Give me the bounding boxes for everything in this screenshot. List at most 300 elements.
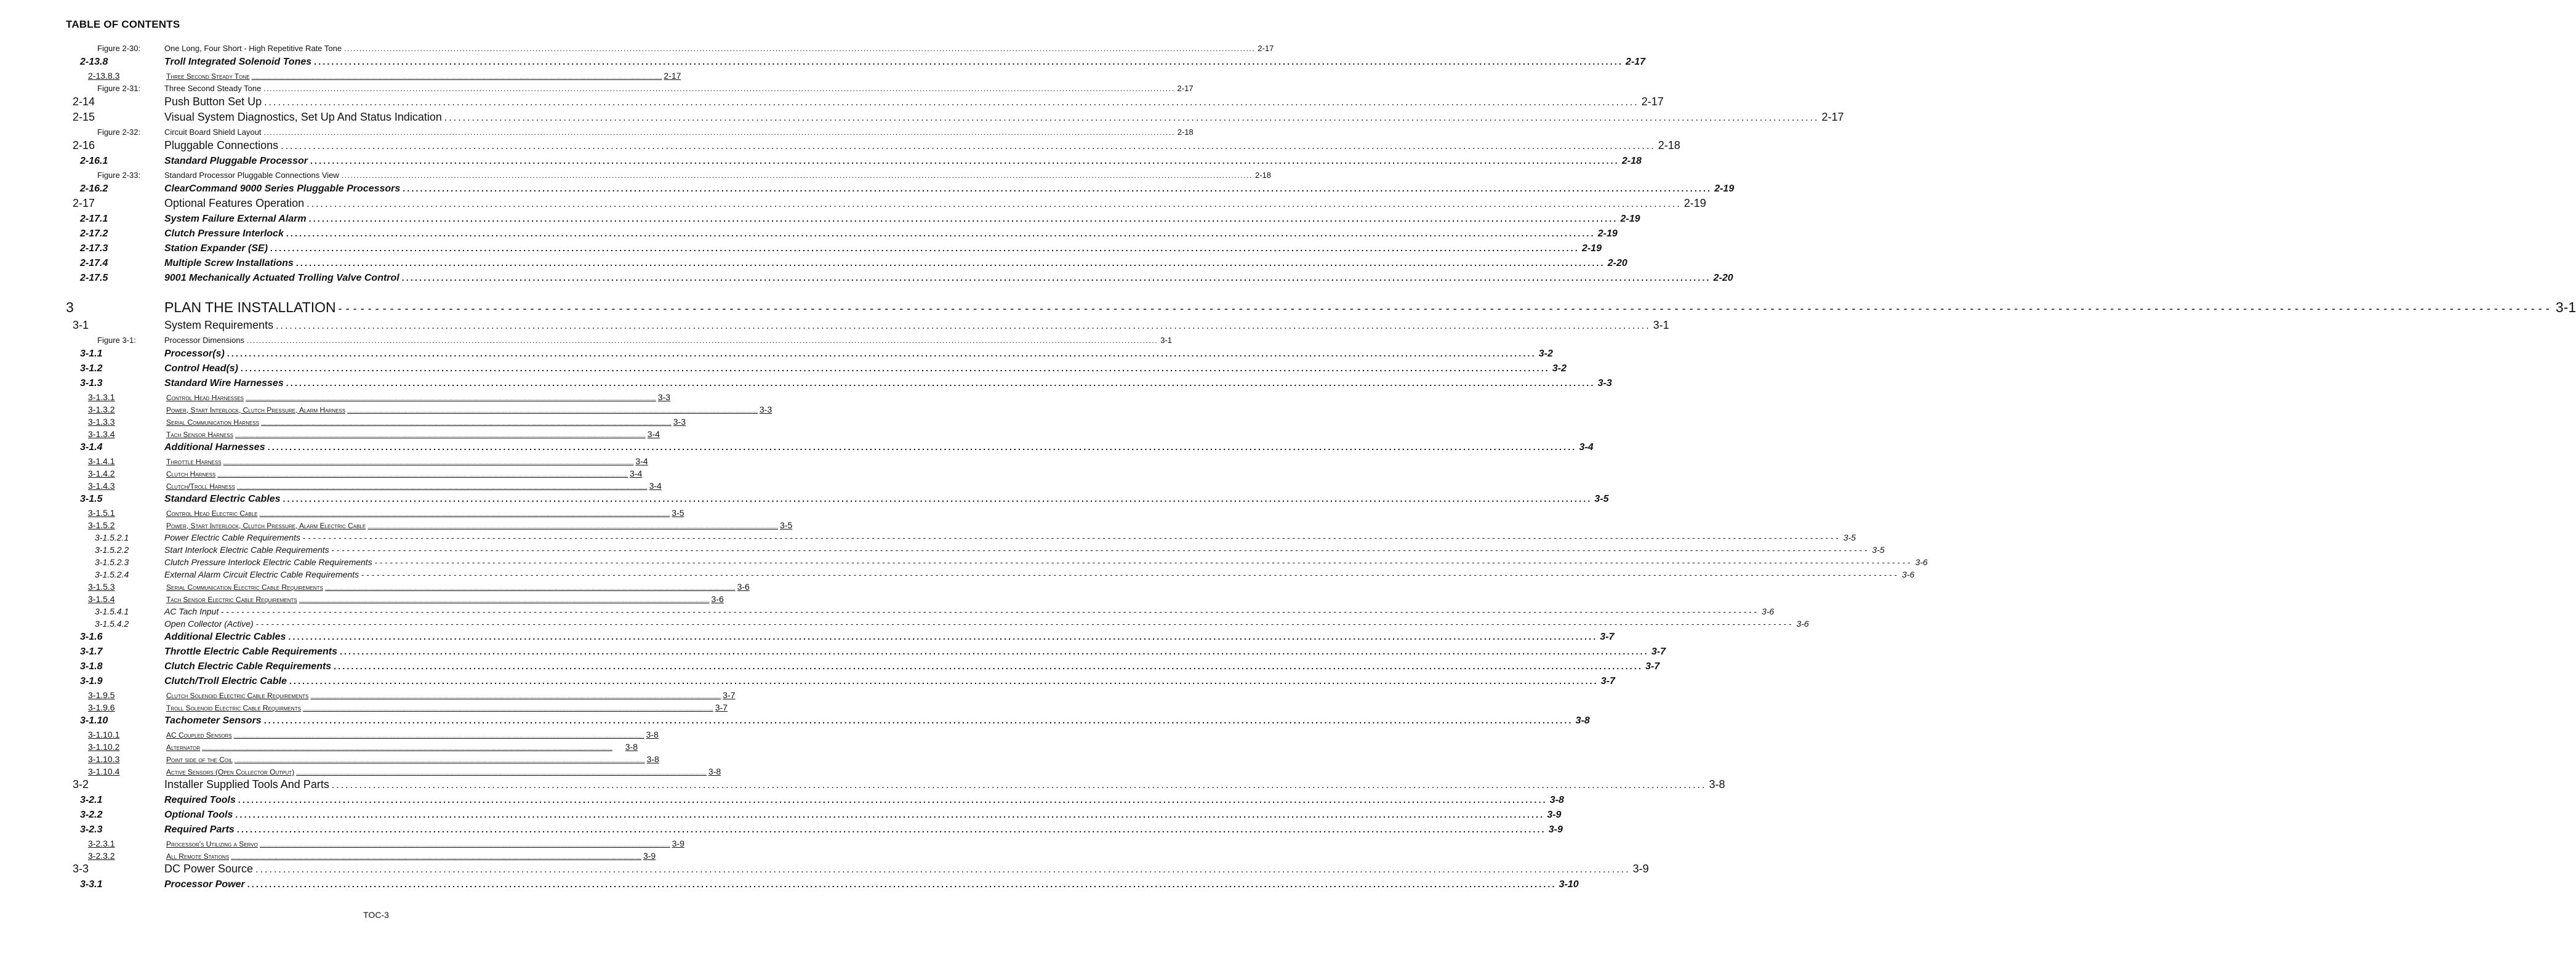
toc-entry[interactable]	[0, 630, 1615, 645]
toc-entry-number: 3-1.1	[80, 348, 103, 359]
toc-entry-title: Control Head Harnesses	[166, 393, 244, 402]
toc-entry[interactable]	[0, 480, 752, 492]
dot-leader: ............................................................................................................................................................................................................................................................................................................	[255, 864, 1631, 875]
toc-entry[interactable]	[0, 212, 1640, 227]
toc-entry-title: Active Sensors (Open Collector Output)	[166, 768, 295, 776]
toc-entry-number: 3-1.3.4	[88, 429, 115, 439]
toc-entry-number: 3-1.4.3	[88, 481, 115, 491]
toc-entry-page: 2-17	[1641, 95, 1664, 108]
toc-entry-number: 3-1.10.2	[88, 742, 120, 752]
toc-entry[interactable]	[0, 70, 752, 82]
dot-leader: ............................................................................................................................................................................................................................................................................................................	[444, 113, 1820, 123]
toc-entry-number: 3-1.5.4.2	[95, 619, 129, 629]
dot-leader: ............................................................................................................................................................................................................................................................................................................	[334, 661, 1643, 671]
page-number: TOC-3	[363, 910, 389, 920]
toc-entry-number: 3-1.3	[80, 378, 103, 388]
toc-entry-page: 3-8	[708, 767, 721, 776]
toc-entry-number: 3-1.4.2	[88, 469, 115, 478]
toc-entry-title: Clutch Solenoid Electric Cable Requirements	[166, 691, 309, 700]
toc-entry-number: 2-17.2	[80, 228, 108, 239]
toc-entry-page: 3-6	[711, 594, 724, 604]
toc-entry[interactable]	[0, 568, 1915, 581]
toc-entry-number: 3-2.3	[80, 824, 103, 835]
toc-entry-title: Clutch Pressure Interlock Electric Cable Requirements	[164, 557, 372, 567]
toc-entry-number: 3-3	[73, 863, 89, 875]
toc-entry-number: 2-16	[73, 139, 95, 151]
toc-entry-number: 3-1.5.4.1	[95, 606, 129, 616]
toc-entry-number: 3-1.10.4	[88, 767, 120, 776]
toc-entry-page: 3-8	[1709, 778, 1725, 791]
dot-leader: ............................................................................................................................................................................................................................................................................................................	[247, 879, 1557, 889]
toc-entry-number: 3-1.4.1	[88, 456, 115, 466]
toc-list	[0, 42, 2576, 892]
toc-entry-page: 3-4	[647, 429, 660, 439]
toc-entry[interactable]	[0, 714, 1590, 728]
toc-entry-page: 3-10	[1559, 879, 1579, 890]
dot-leader: ............................................................................................................................................................................................................................................................................................................	[235, 810, 1545, 819]
toc-entry-page: 3-9	[672, 839, 684, 848]
toc-entry-title: Throttle Harness	[166, 457, 222, 466]
toc-entry-number: 2-13.8	[80, 57, 108, 67]
toc-entry-page: 3-4	[630, 469, 643, 478]
toc-entry[interactable]	[0, 95, 1664, 110]
toc-entry-number: 3-2.2	[80, 810, 103, 820]
toc-entry-number: 3-1.10.3	[88, 754, 120, 764]
toc-entry-page: 3-1	[1653, 319, 1669, 331]
dot-leader: ............................................................................................................................................................................................................................................................................................................	[308, 214, 1618, 223]
toc-entry-page: 3-3	[1597, 378, 1612, 388]
toc-entry-number: 3-1.8	[80, 661, 103, 672]
toc-entry-number: 2-16.2	[80, 183, 108, 194]
dot-leader: ------------------------------------------------------------------------------------------------------------------------------------------------------------------------------------------------------------------------------------------------------------------------------------------------------------	[331, 545, 1870, 555]
toc-entry-page: 3-7	[1645, 661, 1660, 672]
toc-entry-number: 3-1.4	[80, 442, 103, 453]
toc-entry-number: 3-1.5.3	[88, 582, 115, 592]
toc-entry-title: Processor Dimensions	[164, 336, 245, 345]
dot-leader: ............................................................................................................................................................................................................................................................................................................	[259, 512, 670, 517]
toc-figure-entry[interactable]	[0, 334, 1173, 347]
toc-figure-entry[interactable]	[0, 169, 1271, 182]
toc-entry-title: Start Interlock Electric Cable Requirements	[164, 545, 329, 555]
dot-leader: ............................................................................................................................................................................................................................................................................................................	[286, 228, 1595, 238]
toc-entry[interactable]	[0, 823, 1563, 837]
toc-entry-number: 3-1.5.2.4	[95, 570, 129, 579]
toc-entry-page: 3-7	[723, 690, 736, 700]
toc-entry[interactable]	[0, 701, 752, 714]
toc-entry[interactable]	[0, 531, 1856, 544]
toc-entry[interactable]	[0, 139, 1680, 154]
toc-entry-title: Serial Communication Electric Cable Requirements	[166, 583, 323, 592]
toc-entry[interactable]	[0, 850, 752, 862]
toc-entry-page: 3-6	[1761, 606, 1775, 616]
toc-entry-title: Processor's Utilizing a Servo	[166, 840, 258, 848]
toc-entry-title: Required Parts	[164, 824, 235, 835]
dot-leader: ............................................................................................................................................................................................................................................................................................................	[307, 199, 1682, 209]
dot-leader: ------------------------------------------------------------------------------------------------------------------------------------------------------------------------------------------------------------------------------------------------------------------------------------------------------------	[302, 533, 1841, 542]
toc-entry-title: Clutch Pressure Interlock	[164, 228, 284, 239]
toc-entry-number: 3-2.3.1	[88, 839, 115, 848]
toc-entry-page: 2-19	[1683, 197, 1706, 209]
toc-entry[interactable]	[0, 837, 752, 850]
dot-leader: ............................................................................................................................................................................................................................................................................................................	[310, 694, 721, 699]
toc-entry-title: Visual System Diagnostics, Set Up And Status Indication	[164, 111, 442, 123]
page-title: TABLE OF CONTENTS	[66, 18, 180, 30]
dot-leader: ............................................................................................................................................................................................................................................................................................................	[251, 74, 662, 80]
toc-entry-title: Point side of the Coil	[166, 755, 233, 764]
toc-entry[interactable]	[0, 55, 1646, 70]
dot-leader: ............................................................................................................................................................................................................................................................................................................	[236, 824, 1546, 834]
dot-leader: ------------------------------------------------------------------------------------------------------------------------------------------------------------------------------------------------------------------------------------------------------------------------------------------------------------	[361, 570, 1900, 579]
toc-entry-page: 3-9	[1548, 824, 1563, 835]
dot-leader: ------------------------------------------------------------------------------------------------------------------------------------------------------------------------------------------------------------------------------------------------------------------------------------------------------------	[338, 302, 2553, 315]
toc-entry-number: 3-3.1	[80, 879, 103, 890]
toc-entry-page: 3-3	[657, 392, 671, 402]
toc-entry-page: 3-6	[1901, 570, 1915, 579]
toc-entry-page: 2-18	[1658, 139, 1680, 151]
toc-entry-number: Figure 2-30:	[97, 44, 141, 53]
toc-entry[interactable]	[0, 182, 1735, 196]
toc-entry-page: 3-9	[643, 851, 656, 861]
toc-entry-title: DC Power Source	[164, 863, 254, 875]
toc-entry[interactable]	[0, 227, 1618, 241]
toc-entry-page: 3-5	[672, 508, 684, 518]
toc-entry-page: 2-19	[1581, 243, 1602, 254]
toc-entry-title: PLAN THE INSTALLATION	[164, 299, 336, 315]
toc-entry-title: Clutch/Troll Harness	[166, 482, 235, 491]
toc-entry[interactable]	[0, 110, 1844, 126]
toc-entry-page: 3-1	[2555, 299, 2576, 315]
toc-entry-number: 2-15	[73, 111, 95, 123]
toc-entry-title: Installer Supplied Tools And Parts	[164, 778, 329, 791]
toc-entry[interactable]	[0, 862, 1649, 877]
dot-leader: ............................................................................................................................................................................................................................................................................................................	[241, 363, 1550, 373]
toc-entry-number: 3-1.9.5	[88, 690, 115, 700]
toc-entry-title: 9001 Mechanically Actuated Trolling Valve Control	[164, 273, 399, 283]
toc-entry-number: 2-17.3	[80, 243, 108, 254]
dot-leader: ............................................................................................................................................................................................................................................................................................................	[264, 97, 1639, 108]
toc-entry-number: 3-1.7	[80, 646, 103, 657]
dot-leader: ............................................................................................................................................................................................................................................................................................................	[296, 770, 707, 776]
toc-entry[interactable]	[0, 689, 752, 701]
dot-leader: ............................................................................................................................................................................................................................................................................................................	[217, 472, 628, 478]
toc-entry-title: Pluggable Connections	[164, 139, 279, 151]
toc-entry-page: 2-19	[1714, 183, 1735, 194]
toc-entry-number: 2-13.8.3	[88, 71, 120, 81]
toc-entry[interactable]	[0, 753, 752, 765]
dot-leader: ............................................................................................................................................................................................................................................................................................................	[339, 646, 1649, 656]
toc-entry-number: Figure 2-33:	[97, 171, 141, 180]
toc-entry-page: 2-17	[1626, 57, 1646, 67]
dot-leader: ............................................................................................................................................................................................................................................................................................................	[246, 396, 656, 401]
toc-entry-page: 2-17	[664, 71, 681, 81]
toc-entry-page: 3-9	[1547, 810, 1562, 820]
dot-leader: ............................................................................................................................................................................................................................................................................................................	[247, 336, 1158, 345]
toc-entry[interactable]	[0, 793, 1564, 808]
toc-entry-title: Control Head Electric Cable	[166, 509, 258, 518]
toc-entry[interactable]	[0, 808, 1562, 823]
toc-entry-number: 3-1.3.1	[88, 392, 115, 402]
toc-entry-number: 3-1.10.1	[88, 730, 120, 739]
toc-entry-number: 3-1.6	[80, 632, 103, 642]
dot-leader: ............................................................................................................................................................................................................................................................................................................	[231, 855, 641, 860]
toc-entry-page: 3-6	[737, 582, 750, 592]
toc-entry-title: Throttle Electric Cable Requirements	[164, 646, 337, 657]
dot-leader: ............................................................................................................................................................................................................................................................................................................	[331, 780, 1707, 791]
toc-entry-title: Three Second Steady Tone	[166, 72, 250, 81]
dot-leader: ............................................................................................................................................................................................................................................................................................................	[260, 421, 672, 426]
toc-entry[interactable]	[0, 618, 1809, 630]
toc-entry-page: 3-9	[1632, 863, 1649, 875]
toc-entry-number: 2-17.5	[80, 273, 108, 283]
toc-entry-number: Figure 2-32:	[97, 127, 141, 137]
toc-entry-page: 2-17	[1177, 84, 1194, 93]
toc-entry-number: Figure 3-1:	[97, 336, 136, 345]
toc-entry[interactable]	[0, 416, 752, 428]
dot-leader: ............................................................................................................................................................................................................................................................................................................	[401, 273, 1711, 283]
toc-entry-page: 3-6	[1796, 619, 1809, 629]
toc-entry-page: 3-5	[1594, 494, 1609, 504]
toc-entry-page: 3-8	[646, 730, 659, 739]
toc-entry-page: 3-5	[1843, 533, 1856, 542]
dot-leader: ............................................................................................................................................................................................................................................................................................................	[270, 243, 1579, 253]
toc-entry-number: 3-1.5.2.1	[95, 533, 129, 542]
toc-entry-number: 2-17.4	[80, 258, 108, 268]
toc-entry-title: Three Second Steady Tone	[164, 84, 262, 93]
toc-entry-title: System Failure External Alarm	[164, 214, 307, 224]
toc-entry-page: 2-20	[1607, 258, 1627, 268]
toc-entry-title: Optional Tools	[164, 810, 233, 820]
dot-leader: ............................................................................................................................................................................................................................................................................................................	[314, 57, 1624, 66]
toc-entry-page: 2-19	[1597, 228, 1618, 239]
dot-leader: ............................................................................................................................................................................................................................................................................................................	[259, 842, 670, 848]
toc-entry-title: Additional Electric Cables	[164, 632, 286, 642]
toc-entry-title: Additional Harnesses	[164, 442, 265, 453]
dot-leader: ............................................................................................................................................................................................................................................................................................................	[276, 321, 1651, 331]
toc-entry-number: 3-1.5.1	[88, 508, 115, 518]
toc-entry-title: Station Expander (SE)	[164, 243, 268, 254]
toc-entry-page: 2-17	[1258, 44, 1274, 53]
toc-entry[interactable]	[0, 544, 1885, 556]
toc-entry-page: 3-7	[1600, 676, 1615, 686]
toc-entry-number: 3	[66, 299, 74, 315]
toc-entry[interactable]	[0, 455, 752, 467]
dot-leader: ............................................................................................................................................................................................................................................................................................................	[347, 408, 758, 414]
toc-entry-page: 2-20	[1713, 273, 1733, 283]
toc-entry-title: Control Head(s)	[164, 363, 238, 374]
toc-entry[interactable]	[0, 507, 752, 519]
dot-leader: ............................................................................................................................................................................................................................................................................................................	[299, 598, 710, 603]
toc-entry-title: Multiple Screw Installations	[164, 258, 294, 268]
toc-entry-number: 3-1.2	[80, 363, 103, 374]
toc-entry-page: 3-8	[1575, 715, 1590, 726]
toc-entry-number: 2-14	[73, 95, 95, 108]
toc-entry-number: 3-2.1	[80, 795, 103, 805]
toc-entry-title: Standard Processor Pluggable Connections View	[164, 171, 339, 180]
toc-entry-number: 2-17.1	[80, 214, 108, 224]
toc-entry-page: 3-8	[625, 742, 638, 752]
toc-entry[interactable]	[0, 492, 1609, 507]
toc-entry-number: 3-2.3.2	[88, 851, 115, 861]
toc-entry-page: 3-2	[1552, 363, 1567, 374]
toc-entry-page: 3-7	[1600, 632, 1615, 642]
toc-figure-entry[interactable]	[0, 82, 1194, 95]
toc-entry-page: 2-18	[1177, 127, 1194, 137]
toc-entry-title: AC Tach Input	[164, 606, 219, 616]
toc-entry[interactable]	[0, 556, 1928, 568]
dot-leader: ............................................................................................................................................................................................................................................................................................................	[227, 348, 1536, 358]
toc-entry-page: 3-3	[759, 404, 772, 414]
toc-entry-page: 3-8	[646, 754, 659, 764]
dot-leader: ............................................................................................................................................................................................................................................................................................................	[223, 460, 634, 465]
toc-entry-page: 3-6	[1915, 557, 1928, 567]
dot-leader: ............................................................................................................................................................................................................................................................................................................	[286, 378, 1595, 388]
toc-entry-title: Clutch Harness	[166, 470, 216, 478]
dot-leader: ............................................................................................................................................................................................................................................................................................................	[289, 676, 1599, 686]
toc-entry-title: System Requirements	[164, 319, 274, 331]
toc-entry[interactable]	[0, 428, 752, 440]
toc-entry-page: 2-19	[1620, 214, 1640, 224]
toc-entry-title: Tach Sensor Electric Cable Requirements	[166, 595, 297, 604]
toc-entry-title: Troll Integrated Solenoid Tones	[164, 57, 312, 67]
toc-entry-title: Standard Wire Harnesses	[164, 378, 284, 388]
toc-entry[interactable]	[0, 593, 752, 605]
dot-leader: ............................................................................................................................................................................................................................................................................................................	[344, 44, 1256, 53]
dot-leader: ------------------------------------------------------------------------------------------------------------------------------------------------------------------------------------------------------------------------------------------------------------------------------------------------------------	[374, 558, 1913, 567]
toc-entry-page: 3-7	[715, 702, 728, 712]
toc-entry-number: 3-1.5.2.3	[95, 557, 129, 567]
dot-leader: ............................................................................................................................................................................................................................................................................................................	[263, 84, 1175, 93]
toc-entry[interactable]	[0, 361, 1567, 376]
toc-entry-title: All Remote Stations	[166, 852, 230, 861]
dot-leader: ............................................................................................................................................................................................................................................................................................................	[288, 632, 1598, 642]
toc-entry[interactable]	[0, 376, 1612, 391]
dot-leader: ............................................................................................................................................................................................................................................................................................................	[403, 183, 1712, 193]
dot-leader: ............................................................................................................................................................................................................................................................................................................	[267, 442, 1577, 452]
toc-entry[interactable]	[0, 256, 1627, 271]
toc-entry-page: 2-18	[1621, 156, 1642, 166]
toc-entry[interactable]	[0, 391, 752, 403]
toc-entry-number: 2-16.1	[80, 156, 108, 166]
toc-entry[interactable]	[0, 659, 1660, 674]
toc-entry-title: Power Electric Cable Requirements	[164, 533, 300, 542]
dot-leader: ............................................................................................................................................................................................................................................................................................................	[302, 706, 713, 712]
toc-entry-number: 3-1.5.4	[88, 594, 115, 604]
toc-entry-title: External Alarm Circuit Electric Cable Requirements	[164, 570, 359, 579]
dot-leader: ............................................................................................................................................................................................................................................................................................................	[295, 258, 1605, 268]
toc-entry-page: 3-4	[635, 456, 648, 466]
toc-entry-title: Tach Sensor Harness	[166, 430, 233, 439]
toc-entry-number: 3-1.10	[80, 715, 108, 726]
toc-entry-title: Standard Electric Cables	[164, 494, 281, 504]
dot-leader: ............................................................................................................................................................................................................................................................................................................	[310, 156, 1619, 166]
toc-figure-entry[interactable]	[0, 126, 1194, 139]
toc-entry[interactable]	[0, 318, 1669, 334]
toc-entry-page: 3-8	[1549, 795, 1564, 805]
toc-entry-title: Alternator	[166, 743, 201, 752]
toc-entry[interactable]	[0, 241, 1602, 256]
toc-entry-page: 3-4	[1579, 442, 1594, 453]
toc-entry[interactable]	[0, 728, 752, 741]
toc-entry[interactable]	[0, 403, 772, 416]
toc-entry[interactable]	[0, 519, 793, 531]
dot-leader: ............................................................................................................................................................................................................................................................................................................	[283, 494, 1592, 504]
dot-leader: ............................................................................................................................................................................................................................................................................................................	[263, 715, 1573, 725]
toc-entry-title: Tachometer Sensors	[164, 715, 262, 726]
toc-entry-number: 3-1.5.2	[88, 520, 115, 530]
dot-leader: ............................................................................................................................................................................................................................................................................................................	[234, 758, 645, 763]
toc-entry-number: 3-2	[73, 778, 89, 791]
toc-entry-title: One Long, Four Short - High Repetitive Rate Tone	[164, 44, 342, 53]
toc-entry[interactable]	[0, 741, 752, 753]
toc-entry-title: Push Button Set Up	[164, 95, 262, 108]
toc-entry-number: 3-1.5	[80, 494, 103, 504]
toc-entry[interactable]	[0, 674, 1615, 689]
toc-entry-title: Troll Solenoid Electric Cable Requirments	[166, 704, 301, 712]
toc-entry[interactable]	[0, 877, 1579, 892]
toc-entry-number: 3-1.5.2.2	[95, 545, 129, 555]
toc-entry-page: 2-17	[1821, 111, 1844, 123]
toc-entry-number: Figure 2-31:	[97, 84, 141, 93]
toc-entry[interactable]	[0, 581, 752, 593]
toc-entry[interactable]	[0, 154, 1642, 169]
toc-entry-page: 3-1	[1160, 336, 1173, 345]
toc-entry[interactable]	[0, 440, 1594, 455]
toc-entry-title: AC Coupled Sensors	[166, 731, 232, 739]
toc-entry-page: 2-18	[1254, 171, 1271, 180]
toc-entry[interactable]	[0, 765, 752, 778]
toc-entry-page: 3-4	[649, 481, 662, 491]
toc-entry[interactable]	[0, 645, 1666, 659]
toc-entry-title: Processor Power	[164, 879, 245, 890]
toc-entry-number: 3-1	[73, 319, 89, 331]
dot-leader: ............................................................................................................................................................................................................................................................................................................	[263, 128, 1175, 137]
toc-entry-title: Standard Pluggable Processor	[164, 156, 308, 166]
toc-entry[interactable]	[0, 196, 1706, 212]
dot-leader: ............................................................................................................................................................................................................................................................................................................	[324, 586, 736, 591]
toc-entry-title: ClearCommand 9000 Series Pluggable Processors	[164, 183, 401, 194]
toc-entry-number: 3-1.3.3	[88, 417, 115, 427]
dot-leader: ------------------------------------------------------------------------------------------------------------------------------------------------------------------------------------------------------------------------------------------------------------------------------------------------------------	[221, 607, 1759, 616]
toc-entry[interactable]	[0, 299, 2576, 318]
dot-leader: ............................................................................................................................................................................................................................................................................................................	[341, 171, 1253, 180]
dot-leader: ............................................................................................................................................................................................................................................................................................................	[281, 141, 1656, 151]
toc-entry-title: Power, Start Interlock, Clutch Pressure, Alarm Electric Cable	[166, 521, 366, 530]
dot-leader: ............................................................................................................................................................................................................................................................................................................	[367, 524, 779, 529]
toc-entry-title: Power, Start Interlock, Clutch Pressure, Alarm Harness	[166, 406, 346, 414]
toc-entry[interactable]	[0, 347, 1553, 361]
toc-entry-title: Optional Features Operation	[164, 197, 305, 209]
dot-leader: ............................................................................................................................................................................................................................................................................................................	[233, 733, 644, 739]
dot-leader: ............................................................................................................................................................................................................................................................................................................	[202, 746, 612, 751]
toc-entry-title: Serial Communication Harness	[166, 418, 259, 427]
toc-entry-number: 2-17	[73, 197, 95, 209]
dot-leader: ............................................................................................................................................................................................................................................................................................................	[238, 795, 1547, 805]
toc-entry-number: 3-1.3.2	[88, 404, 115, 414]
toc-entry-page: 3-5	[780, 520, 793, 530]
toc-entry-title: Processor(s)	[164, 348, 225, 359]
toc-entry[interactable]	[0, 605, 1775, 618]
toc-entry[interactable]	[0, 778, 1725, 793]
dot-leader: ............................................................................................................................................................................................................................................................................................................	[235, 433, 646, 438]
dot-leader: ............................................................................................................................................................................................................................................................................................................	[236, 485, 648, 490]
toc-entry-title: Clutch Electric Cable Requirements	[164, 661, 332, 672]
toc-entry[interactable]	[0, 271, 1733, 286]
toc-entry[interactable]	[0, 467, 752, 480]
toc-entry-number: 3-1.9	[80, 676, 103, 686]
toc-entry-page: 3-5	[1872, 545, 1885, 555]
toc-entry-page: 3-7	[1651, 646, 1666, 657]
toc-figure-entry[interactable]	[0, 42, 1274, 55]
